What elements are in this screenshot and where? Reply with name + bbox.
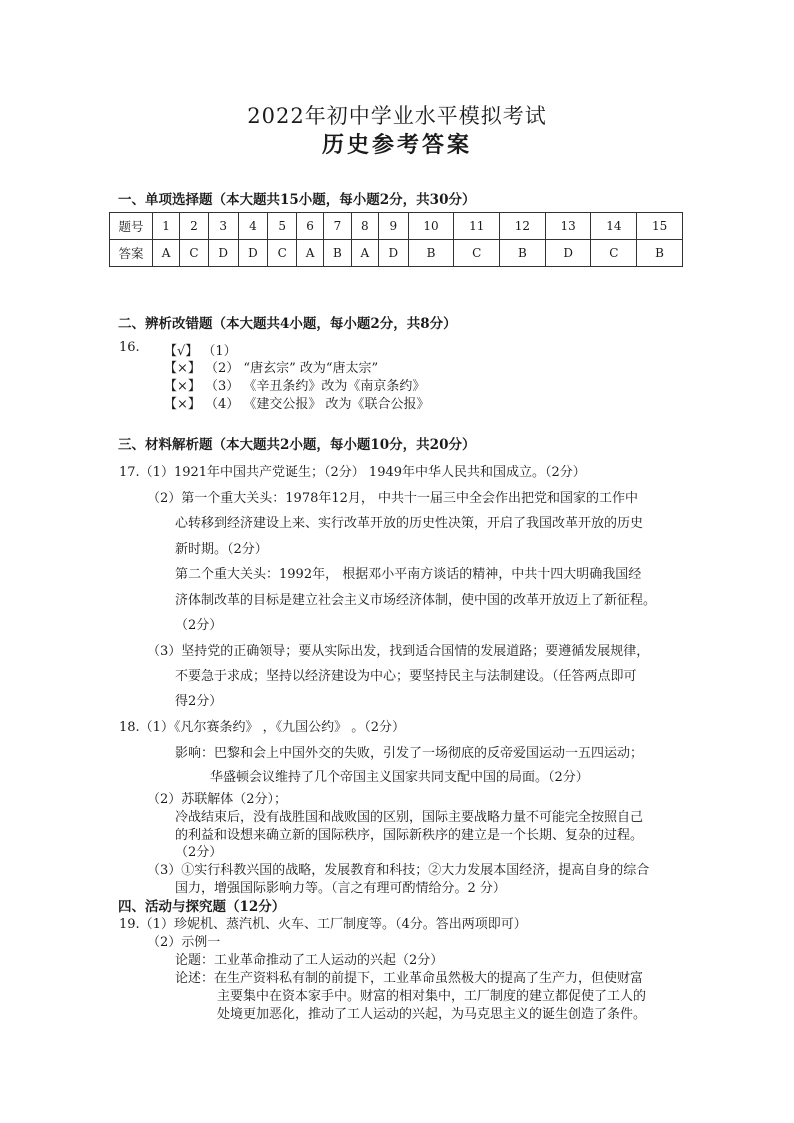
q18-line-7: （2分） (175, 845, 223, 860)
q18-line-5: 冷战结束后，没有战胜国和战败国的区别，国际主要战略力量不可能完全按照自己 (175, 810, 644, 825)
question-number-cell: 8 (351, 213, 378, 240)
question-number-cell: 5 (268, 213, 297, 240)
section4-heading: 四、活动与探究题（12分） (118, 899, 286, 915)
question-number-cell: 9 (378, 213, 408, 240)
question-number-cell: 12 (500, 213, 546, 240)
q18-line-8: （3）①实行科教兴国的战略，发展教育和科技；②大力发展本国经济，提高自身的综合 (147, 863, 650, 878)
answer-cell: B (637, 240, 683, 267)
question-number-cell: 13 (545, 213, 591, 240)
q17-line-5: 第二个重大关头：1992年， 根据邓小平南方谈话的精神，中共十四大明确我国经 (175, 567, 642, 582)
q19-line-2: （2）示例一 (147, 935, 221, 950)
q17-line-3: 心转移到经济建设上来、实行改革开放的历史性决策，开启了我国改革开放的历史 (175, 516, 644, 531)
question-number-cell: 15 (637, 213, 683, 240)
answer-cell: B (324, 240, 352, 267)
answer-cell: C (591, 240, 637, 267)
answer-cell: B (408, 240, 454, 267)
answer-cell: D (545, 240, 591, 267)
question-number-cell: 14 (591, 213, 637, 240)
answer-cell: D (208, 240, 238, 267)
section3-heading: 三、材料解析题（本大题共2小题，每小题10分，共20分） (118, 437, 476, 453)
q19-line-4: 论述：在生产资料私有制的前提下，工业革命虽然极大的提高了生产力，但使财富 (175, 971, 644, 986)
q17-line-9: 不要急于求成；坚持以经济建设为中心；要坚持民主与法制建设。（任答两点即可 (175, 669, 637, 684)
q19-line-6: 处境更加恶化，推动了工人运动的兴起，为马克思主义的诞生创造了条件。 (217, 1007, 647, 1022)
q18-line-9: 国力，增强国际影响力等。（言之有理可酌情给分。2 分） (175, 881, 506, 896)
q16-line-2: 【×】 （2） “唐玄宗” 改为“唐太宗” (164, 361, 379, 376)
answer-cell: B (500, 240, 546, 267)
q17-line-2: （2）第一个重大关头：1978年12月， 中共十一届三中全会作出把党和国家的工作中 (147, 491, 639, 506)
q18-line-4: （2）苏联解体（2分）； (147, 792, 288, 807)
answer-cell: A (296, 240, 323, 267)
question-16-number: 16. (119, 340, 140, 355)
question-number-cell: 2 (180, 213, 209, 240)
q18-line-2: 影响：巴黎和会上中国外交的失败，引发了一场彻底的反帝爱国运动一五四运动； (175, 746, 644, 761)
question-number-cell: 1 (153, 213, 180, 240)
q17-line-8: （3）坚持党的正确领导；要从实际出发，找到适合国情的发展道路；要遵循发展规律， (147, 644, 650, 659)
q19-line-5: 主要集中在资本家手中。财富的相对集中，工厂制度的建立都促使了工人的 (217, 989, 647, 1004)
answer-cell: D (238, 240, 268, 267)
q17-line-10: 得2分） (175, 694, 223, 709)
answer-cell: A (153, 240, 180, 267)
question-number-label: 题号 (110, 213, 153, 240)
q16-line-4: 【×】 （4） 《建交公报》 改为《联合公报》 (164, 397, 430, 412)
q16-line-1: 【√】 （1） (164, 344, 237, 359)
answer-cell: D (378, 240, 408, 267)
question-number-cell: 7 (324, 213, 352, 240)
exam-title: 2022年初中学业水平模拟考试 (247, 104, 547, 128)
question-number-cell: 3 (208, 213, 238, 240)
answer-cell: C (180, 240, 209, 267)
question-number-cell: 11 (454, 213, 500, 240)
answer-cell: C (268, 240, 297, 267)
q17-line-4: 新时期。（2分） (175, 542, 268, 557)
q18-line-3: 华盛顿会议维持了几个帝国主义国家共同支配中国的局面。（2分） (210, 770, 589, 785)
table-row-answers (110, 240, 683, 267)
section1-heading: 一、单项选择题（本大题共15小题，每小题2分，共30分） (118, 192, 476, 208)
answer-key-title: 历史参考答案 (321, 132, 472, 158)
q17-line-1: 17.（1）1921年中国共产党诞生；（2分） 1949年中华人民共和国成立。（2分） (119, 465, 586, 480)
q16-line-3: 【×】 （3） 《辛丑条约》改为《南京条约》 (164, 379, 426, 394)
q17-line-6: 济体制改革的目标是建立社会主义市场经济体制，使中国的改革开放迈上了新征程。 (175, 593, 657, 608)
q18-line-6: 的利益和设想来确立新的国际秩序，国际新秩序的建立是一个长期、复杂的过程。 (175, 828, 644, 843)
table-row-questions (110, 213, 683, 240)
question-number-cell: 4 (238, 213, 268, 240)
question-number-cell: 6 (296, 213, 323, 240)
section2-heading: 二、辨析改错题（本大题共4小题，每小题2分，共8分） (118, 316, 457, 332)
q19-line-3: 论题：工业革命推动了工人运动的兴起（2分） (175, 953, 444, 968)
q18-line-1: 18.（1）《凡尔赛条约》 ，《九国公约》 。（2分） (119, 720, 405, 735)
q19-line-1: 19.（1）珍妮机、蒸汽机、火车、工厂制度等。（4分。答出两项即可） (119, 917, 527, 932)
answer-cell: C (454, 240, 500, 267)
answer-label: 答案 (110, 240, 153, 267)
answer-cell: A (351, 240, 378, 267)
q17-line-7: （2分） (175, 618, 223, 633)
answer-table (109, 212, 683, 267)
question-number-cell: 10 (408, 213, 454, 240)
